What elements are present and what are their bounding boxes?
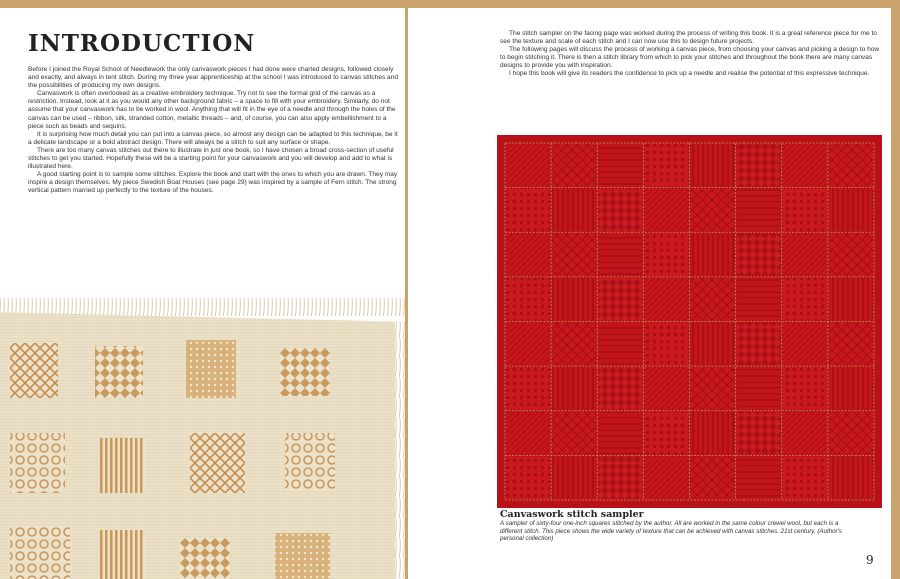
- page-number: 9: [866, 553, 874, 567]
- stitch-square: [645, 412, 689, 454]
- stitch-square: [552, 457, 596, 499]
- page-title: INTRODUCTION: [28, 30, 256, 57]
- stitch-square: [645, 144, 689, 186]
- intro-paragraph: There are too many canvas stitches out there to illustrate in just one book, so I have chosen a broad cross-section of useful stitches to get you started. Hopefully these will be a starting point for your canvaswork and you will develop and add to what is illustrated here.: [28, 146, 394, 171]
- page-border-right: [891, 0, 900, 579]
- stitch-square: [506, 278, 550, 320]
- stitch-square: [598, 144, 642, 186]
- stitch-square: [645, 367, 689, 409]
- right-page: [408, 8, 891, 579]
- stitch-square: [783, 323, 827, 365]
- intro-paragraph: A good starting point is to sample some stitches. Explore the book and start with the ones to which you are drawn. They may inspire a design themselves. My piece Swedish Boat Houses (see page 29) was inspired by a sample of Fern stitch. The strong vertical pattern married up perfectly to the texture of the houses.: [28, 171, 398, 195]
- cream-sampler-photo: [0, 298, 405, 579]
- stitch-square: [598, 278, 642, 320]
- red-sampler-photo: [497, 135, 882, 508]
- stitch-square: [783, 233, 827, 275]
- stitch-square: [645, 278, 689, 320]
- stitch-square: [506, 144, 550, 186]
- left-page: [0, 8, 405, 579]
- stitch-square: [506, 412, 550, 454]
- stitch-square: [691, 233, 735, 275]
- stitch-square: [506, 233, 550, 275]
- stitch-square: [737, 412, 781, 454]
- stitch-square: [691, 189, 735, 231]
- stitch-square: [783, 412, 827, 454]
- stitch-square: [737, 233, 781, 275]
- right-body-text: [500, 30, 880, 79]
- page-border-top: [0, 0, 900, 8]
- stitch-square: [737, 189, 781, 231]
- stitch-square: [691, 323, 735, 365]
- stitch-square: [829, 457, 873, 499]
- right-paragraph: The following pages will discuss the process of working a canvas piece, from choosing your canvas and picking a design to how to begin stitching it. There is then a stitch library from which to pick your stitches and throughout the book there are many canvas designs to provide you with inspiration.: [500, 46, 880, 70]
- intro-paragraph: Canvaswork is often overlooked as a creative embroidery technique. Try not to see the formal grid of the canvas as a restriction. Instead, look at it as you would any other background fabric – a space to fill with your embroidery. Similarly, do not assume that your canvaswork has to be worked in wool. Anything that will fit in the eye of a needle and through the holes of the canvas can be used – ribbon, silk, stranded cotton, metallic threads – and, of course, you can also apply embellishment to a piece such as beads and sequins.: [28, 90, 396, 130]
- stitch-square: [691, 457, 735, 499]
- right-paragraph: I hope this book will give its readers the confidence to pick up a needle and realise the potential of this expressive technique.: [509, 70, 870, 78]
- stitch-square: [506, 189, 550, 231]
- stitch-square: [506, 457, 550, 499]
- stitch-square: [829, 323, 873, 365]
- stitch-square: [645, 189, 689, 231]
- red-sampler-grid: [497, 135, 882, 508]
- right-paragraph: The stitch sampler on the facing page was worked during the process of writing this book. It is a great reference piece for me to see the texture and scale of each stitch and I can now use this to design future projects.: [500, 30, 877, 46]
- stitch-square: [783, 457, 827, 499]
- stitch-square: [645, 233, 689, 275]
- stitch-square: [691, 278, 735, 320]
- stitch-square: [598, 412, 642, 454]
- stitch-square: [783, 278, 827, 320]
- stitch-square: [552, 367, 596, 409]
- stitch-square: [737, 323, 781, 365]
- stitch-square: [691, 367, 735, 409]
- stitch-square: [598, 457, 642, 499]
- stitch-square: [552, 189, 596, 231]
- caption-body: A sampler of sixty-four one-inch squares stitched by the author. All are worked in the same colour crewel wool, but each is a different stitch. This piece shows the wide variety of texture that can be achieved with canvas stitches. 21st century. (Author's personal collection): [500, 520, 842, 543]
- stitch-square: [691, 144, 735, 186]
- stitch-square: [598, 367, 642, 409]
- stitch-square: [737, 367, 781, 409]
- stitch-square: [829, 144, 873, 186]
- stitch-square: [783, 144, 827, 186]
- stitch-square: [552, 412, 596, 454]
- stitch-square: [829, 278, 873, 320]
- stitch-square: [645, 457, 689, 499]
- stitch-square: [552, 144, 596, 186]
- stitch-square: [645, 323, 689, 365]
- stitch-square: [783, 189, 827, 231]
- stitch-square: [829, 189, 873, 231]
- caption-title: Canvaswork stitch sampler: [500, 509, 644, 520]
- stitch-square: [829, 233, 873, 275]
- stitch-square: [598, 189, 642, 231]
- stitch-square: [598, 233, 642, 275]
- intro-paragraph: Before I joined the Royal School of Needlework the only canvaswork pieces I had done were charted designs, followed closely and exactly, and always in tent stitch. During my three year apprenticeship at the school I was introduced to canvas stitches and the possibilities of producing my own designs.: [28, 66, 398, 90]
- stitch-square: [783, 367, 827, 409]
- stitch-square: [506, 323, 550, 365]
- stitch-square: [552, 323, 596, 365]
- stitch-square: [598, 323, 642, 365]
- stitch-square: [829, 367, 873, 409]
- stitch-square: [552, 278, 596, 320]
- stitch-square: [506, 367, 550, 409]
- stitch-square: [691, 412, 735, 454]
- stitch-square: [737, 144, 781, 186]
- intro-paragraph: It is surprising how much detail you can put into a canvas piece, so almost any design can be adapted to this technique, be it a delicate landscape or a bold abstract design. There will always be a stitch to suit any surface or shape.: [28, 130, 398, 146]
- stitch-square: [737, 278, 781, 320]
- stitch-square: [737, 457, 781, 499]
- stitch-square: [829, 412, 873, 454]
- stitch-square: [552, 233, 596, 275]
- intro-body-text: [28, 66, 398, 196]
